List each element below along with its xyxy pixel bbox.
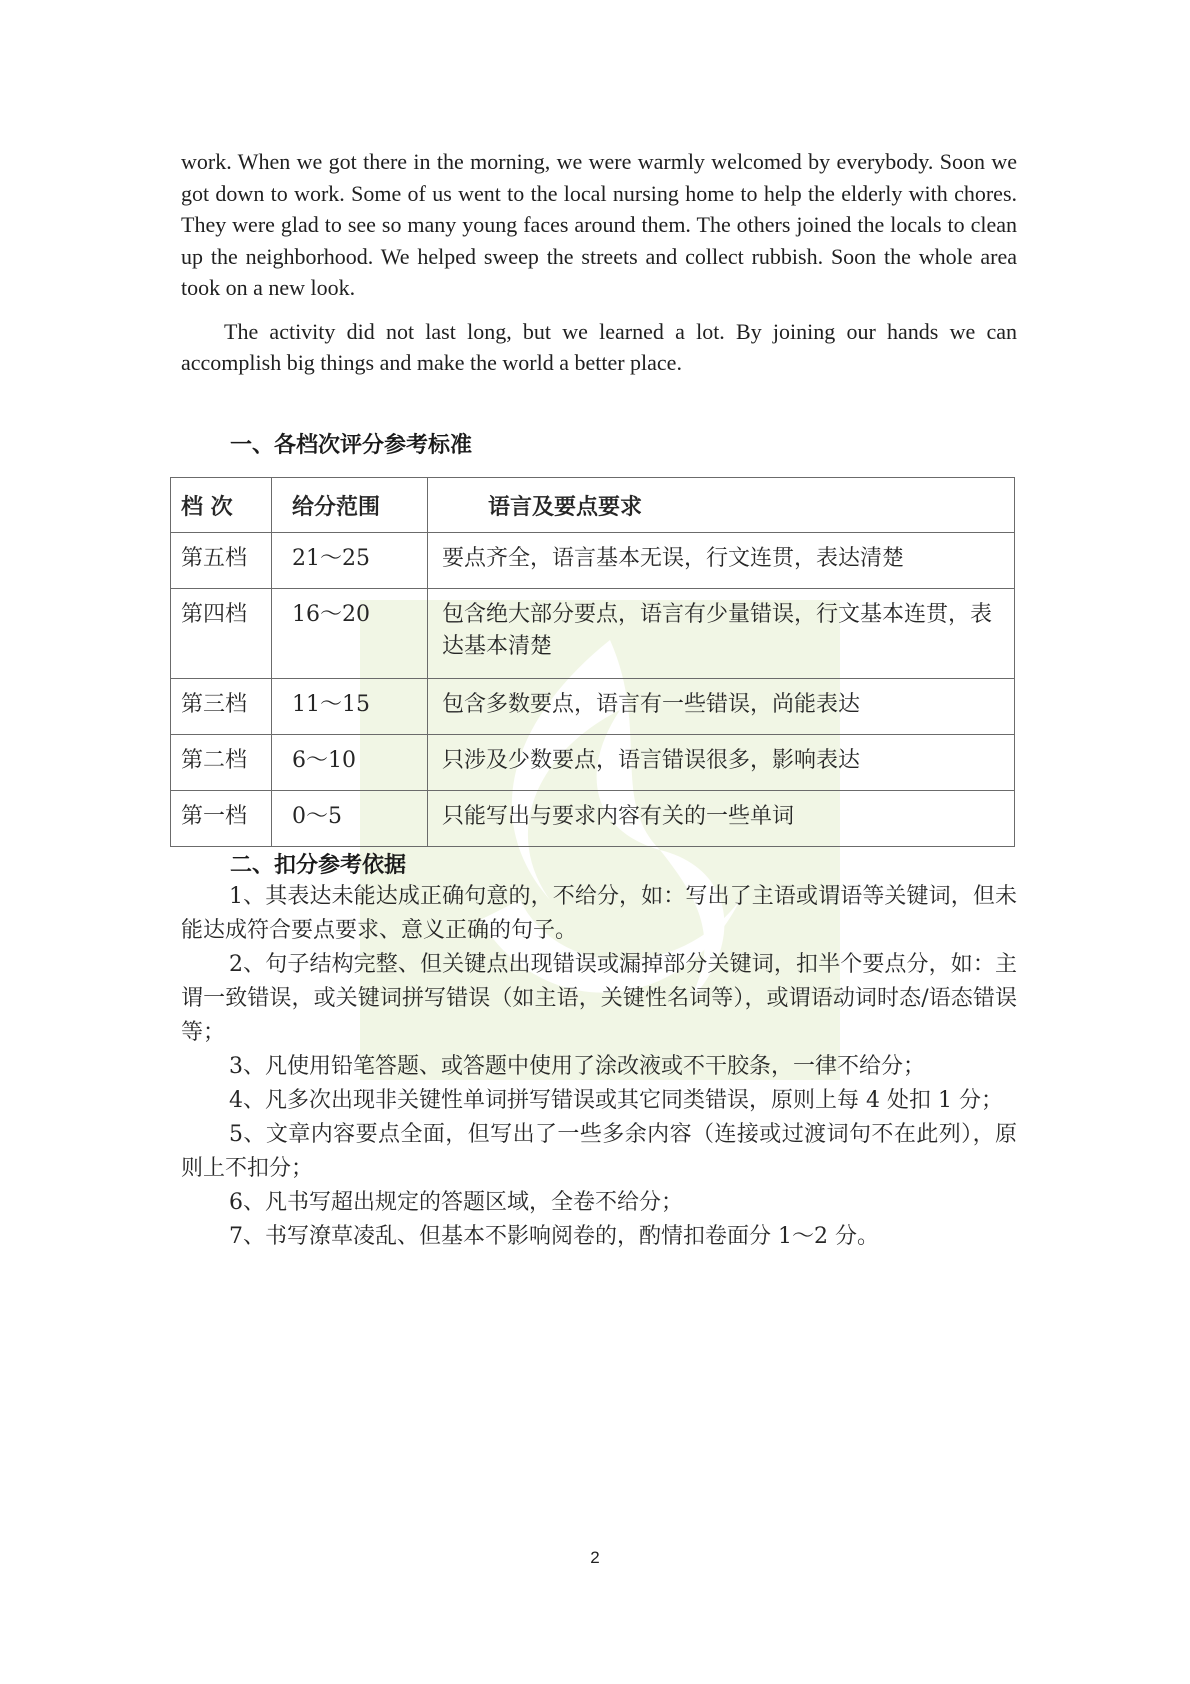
rule-item: 1、其表达未能达成正确句意的，不给分，如：写出了主语或谓语等关键词，但未能达成符合要点要求、意义正确的句子。 — [181, 884, 1017, 943]
cell-requirement: 包含绝大部分要点，语言有少量错误，行文基本连贯，表达基本清楚 — [428, 589, 1015, 679]
cell-requirement: 包含多数要点，语言有一些错误，尚能表达 — [428, 679, 1015, 735]
rule-item: 2、句子结构完整、但关键点出现错误或漏掉部分关键词，扣半个要点分，如：主谓一致错误，或关键词拼写错误（如主语，关键性名词等），或谓语动词时态/语态错误等； — [181, 952, 1017, 1045]
cell-range: 11～15 — [272, 679, 428, 735]
cell-level: 第三档 — [171, 679, 272, 735]
cell-requirement: 要点齐全，语言基本无误，行文连贯，表达清楚 — [428, 533, 1015, 589]
table-row — [171, 791, 1015, 847]
page-number: 2 — [590, 1548, 600, 1567]
table-row — [171, 679, 1015, 735]
cell-level: 第一档 — [171, 791, 272, 847]
cell-level: 第二档 — [171, 735, 272, 791]
table-row — [171, 735, 1015, 791]
deduction-rules — [181, 880, 1017, 1254]
section1-title: 一、各档次评分参考标准 — [230, 433, 473, 458]
rule-item: 7、书写潦草凌乱、但基本不影响阅卷的，酌情扣卷面分 1～2 分。 — [229, 1224, 879, 1249]
rule-item: 4、凡多次出现非关键性单词拼写错误或其它同类错误，原则上每 4 处扣 1 分； — [229, 1088, 1003, 1113]
header-level: 档 次 — [171, 478, 272, 533]
english-paragraph-2: The activity did not last long, but we learned a lot. By joining our hands we can accomplish big things and make the world a better place. — [181, 318, 1017, 375]
cell-range: 21～25 — [272, 533, 428, 589]
cell-range: 6～10 — [272, 735, 428, 791]
table-header-row — [171, 478, 1015, 533]
table-row — [171, 533, 1015, 589]
rule-item: 6、凡书写超出规定的答题区域，全卷不给分； — [229, 1190, 683, 1215]
cell-range: 16～20 — [272, 589, 428, 679]
cell-level: 第四档 — [171, 589, 272, 679]
english-paragraph-1: work. When we got there in the morning, we were warmly welcomed by everybody. Soon we got down to work. Some of us went to the local nursing home to help the elderly with chores. They were glad to see so many young faces around them. The others joined the locals to clean up the neighborhood. We helped sweep the streets and collect rubbish. Soon the whole area took on a new look. — [181, 149, 1017, 300]
cell-level: 第五档 — [171, 533, 272, 589]
cell-requirement: 只能写出与要求内容有关的一些单词 — [428, 791, 1015, 847]
table-row — [171, 589, 1015, 679]
rule-item: 5、文章内容要点全面，但写出了一些多余内容（连接或过渡词句不在此列），原则上不扣分； — [181, 1122, 1017, 1181]
header-range: 给分范围 — [272, 478, 428, 533]
english-passage — [181, 146, 1017, 391]
cell-range: 0～5 — [272, 791, 428, 847]
grading-table — [170, 477, 1015, 847]
section2-title: 二、扣分参考依据 — [230, 853, 407, 878]
rule-item: 3、凡使用铅笔答题、或答题中使用了涂改液或不干胶条，一律不给分； — [229, 1054, 925, 1079]
cell-requirement: 只涉及少数要点，语言错误很多，影响表达 — [428, 735, 1015, 791]
header-requirement: 语言及要点要求 — [428, 478, 1015, 533]
